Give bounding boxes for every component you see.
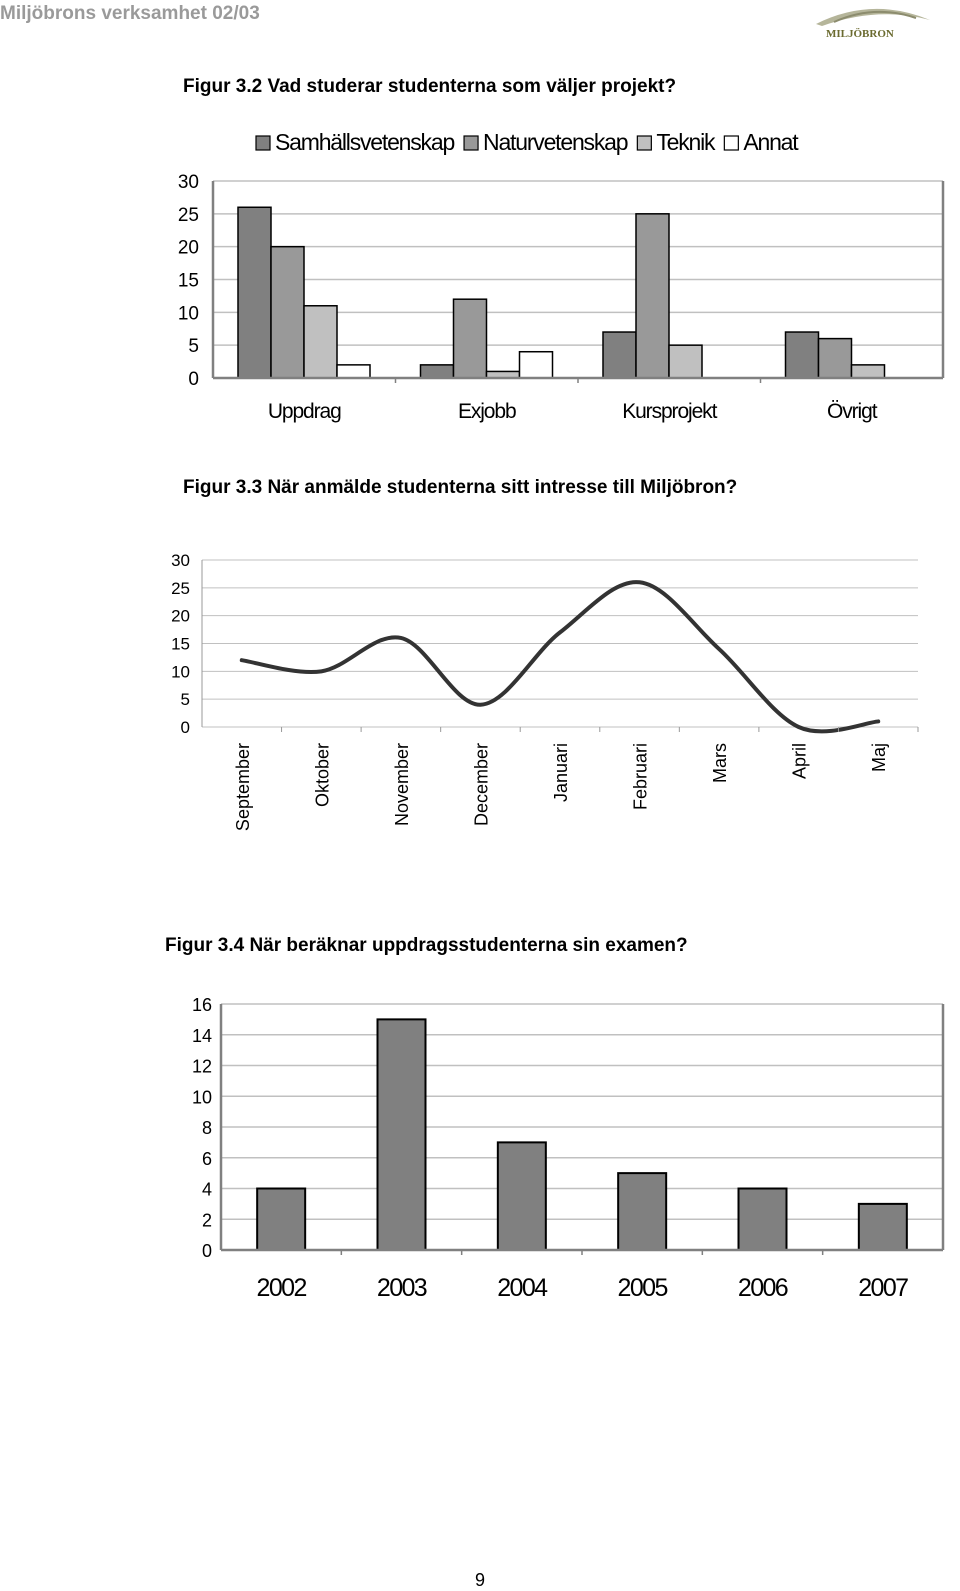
x-tick-label: Mars bbox=[710, 743, 731, 783]
y-tick-label: 25 bbox=[171, 578, 190, 598]
bar-2004 bbox=[498, 1142, 546, 1250]
x-tick-label: Övrigt bbox=[827, 400, 877, 423]
bar-Uppdrag-0 bbox=[238, 207, 271, 378]
bar-Exjobb-3 bbox=[520, 352, 553, 378]
legend-swatch-2 bbox=[637, 136, 651, 150]
y-tick-label: 5 bbox=[188, 336, 199, 358]
y-tick-label: 30 bbox=[177, 172, 199, 193]
figure-3-4-caption: Figur 3.4 När beräknar uppdragsstudenterna sin examen? bbox=[165, 935, 688, 956]
legend-swatch-0 bbox=[256, 136, 270, 150]
figure-3-2-bar-chart bbox=[0, 120, 960, 440]
bar-Övrigt-0 bbox=[786, 332, 819, 378]
x-tick-label: December bbox=[471, 743, 492, 827]
figure-3-2-caption: Figur 3.2 Vad studerar studenterna som väljer projekt? bbox=[183, 76, 677, 97]
y-tick-label: 30 bbox=[171, 551, 190, 570]
x-tick-label: April bbox=[789, 743, 810, 780]
bar-Exjobb-0 bbox=[421, 365, 454, 378]
bar-Övrigt-1 bbox=[819, 339, 852, 378]
x-tick-label: 2005 bbox=[617, 1274, 667, 1302]
x-tick-label: Exjobb bbox=[457, 400, 516, 423]
y-tick-label: 2 bbox=[201, 1210, 212, 1231]
bar-Uppdrag-2 bbox=[304, 306, 337, 378]
y-tick-label: 20 bbox=[177, 237, 199, 259]
figure-3-3-line-chart bbox=[0, 540, 960, 860]
legend-label: Annat bbox=[743, 129, 798, 155]
x-tick-label: 2007 bbox=[858, 1274, 908, 1302]
x-tick-label: Oktober bbox=[312, 743, 333, 808]
x-tick-label: 2003 bbox=[376, 1274, 427, 1302]
x-tick-label: Januari bbox=[551, 743, 571, 803]
figure-3-3-caption: Figur 3.3 När anmälde studenterna sitt intresse till Miljöbron? bbox=[183, 477, 738, 498]
bar-2006 bbox=[739, 1189, 787, 1251]
y-tick-label: 4 bbox=[201, 1179, 212, 1200]
bar-Uppdrag-3 bbox=[337, 365, 370, 378]
x-tick-label: 2002 bbox=[256, 1274, 306, 1302]
document-header-title: Miljöbrons verksamhet 02/03 bbox=[0, 3, 260, 24]
y-tick-label: 10 bbox=[171, 662, 190, 682]
legend-label: Teknik bbox=[656, 129, 715, 155]
x-tick-label: Uppdrag bbox=[267, 400, 341, 423]
x-tick-label: Kursprojekt bbox=[622, 400, 717, 423]
bar-2007 bbox=[859, 1204, 907, 1250]
y-tick-label: 0 bbox=[188, 369, 199, 390]
bar-Exjobb-1 bbox=[454, 299, 487, 378]
y-tick-label: 15 bbox=[177, 270, 199, 292]
y-tick-label: 12 bbox=[191, 1056, 212, 1077]
y-tick-label: 16 bbox=[191, 995, 212, 1015]
logo-text: MILJÖBRON bbox=[826, 28, 894, 40]
legend-swatch-3 bbox=[724, 136, 738, 150]
miljobron-logo bbox=[812, 2, 942, 42]
x-tick-label: November bbox=[391, 743, 412, 827]
figure-3-4-bar-chart bbox=[0, 990, 960, 1320]
x-tick-label: 2004 bbox=[497, 1274, 547, 1302]
y-tick-label: 10 bbox=[177, 303, 199, 325]
y-tick-label: 8 bbox=[201, 1118, 212, 1138]
legend-label: Naturvetenskap bbox=[483, 129, 628, 155]
y-tick-label: 25 bbox=[177, 204, 199, 226]
x-tick-label: Februari bbox=[630, 743, 651, 811]
bar-Kursprojekt-0 bbox=[603, 332, 636, 378]
bar-Kursprojekt-1 bbox=[636, 214, 669, 378]
y-tick-label: 0 bbox=[201, 1241, 212, 1261]
series-line bbox=[242, 582, 878, 731]
page-number: 9 bbox=[474, 1570, 485, 1590]
legend-swatch-1 bbox=[464, 136, 478, 150]
y-tick-label: 14 bbox=[191, 1025, 212, 1046]
legend-label: Samhällsvetenskap bbox=[275, 129, 455, 155]
y-tick-label: 6 bbox=[201, 1148, 212, 1169]
y-tick-label: 15 bbox=[171, 634, 190, 654]
bar-2005 bbox=[618, 1173, 666, 1250]
bar-Uppdrag-1 bbox=[271, 247, 304, 378]
y-tick-label: 20 bbox=[171, 606, 190, 626]
x-tick-label: September bbox=[232, 743, 253, 832]
x-tick-label: Maj bbox=[869, 743, 890, 773]
y-tick-label: 0 bbox=[180, 718, 190, 737]
y-tick-label: 10 bbox=[191, 1087, 212, 1108]
bar-2003 bbox=[378, 1019, 426, 1250]
bar-2002 bbox=[257, 1189, 305, 1251]
bar-Kursprojekt-2 bbox=[669, 345, 702, 378]
bar-Övrigt-2 bbox=[852, 365, 885, 378]
y-tick-label: 5 bbox=[180, 690, 190, 710]
x-tick-label: 2006 bbox=[737, 1274, 788, 1302]
